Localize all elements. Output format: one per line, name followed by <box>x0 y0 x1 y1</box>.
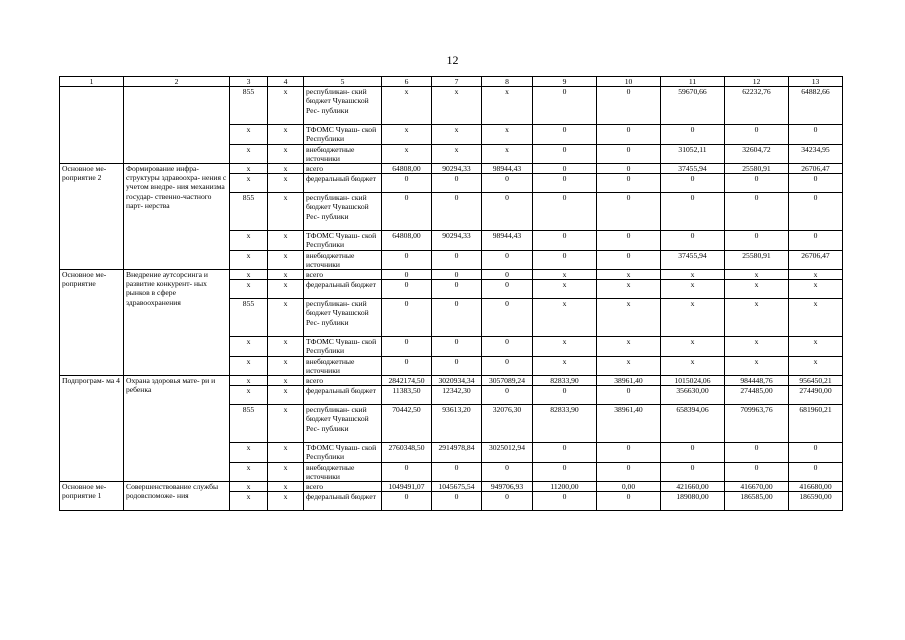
column-header: 3 <box>230 77 268 87</box>
value-cell: 0 <box>482 174 533 193</box>
source-cell: федеральный бюджет <box>304 386 382 405</box>
value-cell: 11200,00 <box>533 482 597 492</box>
column-header: 11 <box>661 77 725 87</box>
code-cell: х <box>268 405 304 443</box>
value-cell: х <box>382 87 432 125</box>
code-cell: х <box>230 280 268 299</box>
column-header: 7 <box>432 77 482 87</box>
code-cell: х <box>230 231 268 250</box>
column-header: 12 <box>725 77 789 87</box>
value-cell: 0 <box>533 125 597 144</box>
value-cell: х <box>661 280 725 299</box>
source-cell: ТФОМС Чуваш- ской Республики <box>304 231 382 250</box>
code-cell: х <box>268 270 304 280</box>
code-cell: х <box>230 250 268 269</box>
table-row <box>60 270 843 280</box>
value-cell: 0 <box>482 280 533 299</box>
value-cell: 0 <box>661 174 725 193</box>
table-row <box>60 87 843 125</box>
value-cell: 0 <box>789 443 843 462</box>
code-cell: х <box>268 231 304 250</box>
value-cell: х <box>789 356 843 375</box>
code-cell: х <box>268 193 304 231</box>
source-cell: ТФОМС Чуваш- ской Республики <box>304 125 382 144</box>
program-description-cell: Совершенствование службы родовспоможе- ния <box>124 482 230 511</box>
value-cell: 12342,30 <box>432 386 482 405</box>
value-cell: 0 <box>482 299 533 337</box>
value-cell: 0 <box>661 125 725 144</box>
value-cell: 0 <box>725 231 789 250</box>
value-cell: 0 <box>432 193 482 231</box>
value-cell: 37455,94 <box>661 164 725 174</box>
value-cell: 98944,43 <box>482 231 533 250</box>
code-cell: х <box>268 87 304 125</box>
value-cell: 0 <box>597 144 661 163</box>
value-cell: 0 <box>597 492 661 511</box>
table-header <box>60 77 843 87</box>
value-cell: х <box>789 270 843 280</box>
value-cell: 416670,00 <box>725 482 789 492</box>
value-cell: 0 <box>597 174 661 193</box>
value-cell: 34234,95 <box>789 144 843 163</box>
code-cell: х <box>268 443 304 462</box>
value-cell: 0 <box>533 174 597 193</box>
column-header: 2 <box>124 77 230 87</box>
code-cell: х <box>268 376 304 386</box>
value-cell: 0 <box>533 250 597 269</box>
value-cell: 0 <box>789 462 843 481</box>
code-cell: х <box>268 482 304 492</box>
value-cell: 658394,06 <box>661 405 725 443</box>
value-cell: 0 <box>482 492 533 511</box>
value-cell: 0 <box>482 270 533 280</box>
source-cell: внебюджетные источники <box>304 462 382 481</box>
column-header: 5 <box>304 77 382 87</box>
value-cell: 0 <box>382 299 432 337</box>
value-cell: х <box>382 125 432 144</box>
value-cell: х <box>597 337 661 356</box>
code-cell: х <box>268 250 304 269</box>
source-cell: всего <box>304 376 382 386</box>
value-cell: 90294,33 <box>432 231 482 250</box>
value-cell: 274490,00 <box>789 386 843 405</box>
value-cell: 0 <box>482 337 533 356</box>
value-cell: 11383,50 <box>382 386 432 405</box>
value-cell: 0 <box>533 193 597 231</box>
source-cell: республикан- ский бюджет Чувашской Рес- публики <box>304 87 382 125</box>
value-cell: 416680,00 <box>789 482 843 492</box>
source-cell: республикан- ский бюджет Чувашской Рес- публики <box>304 405 382 443</box>
column-header: 9 <box>533 77 597 87</box>
source-cell: внебюджетные источники <box>304 250 382 269</box>
value-cell: х <box>482 125 533 144</box>
value-cell: 0 <box>725 174 789 193</box>
value-cell: х <box>725 299 789 337</box>
value-cell: 0 <box>533 492 597 511</box>
value-cell: 0 <box>661 193 725 231</box>
value-cell: 0 <box>482 193 533 231</box>
program-name-cell: Подпрограм- ма 4 <box>60 376 124 482</box>
value-cell: 0 <box>382 492 432 511</box>
code-cell: х <box>268 164 304 174</box>
program-description-cell <box>124 87 230 164</box>
value-cell: 0 <box>432 174 482 193</box>
code-cell: х <box>230 125 268 144</box>
code-cell: х <box>268 492 304 511</box>
value-cell: 0 <box>597 164 661 174</box>
code-cell: х <box>230 462 268 481</box>
value-cell: 0 <box>432 337 482 356</box>
code-cell: х <box>268 125 304 144</box>
value-cell: х <box>533 270 597 280</box>
value-cell: 0 <box>432 280 482 299</box>
value-cell: 0 <box>725 443 789 462</box>
value-cell: 0,00 <box>597 482 661 492</box>
value-cell: 186590,00 <box>789 492 843 511</box>
value-cell: х <box>597 270 661 280</box>
table-body <box>60 87 843 511</box>
value-cell: 1015024,06 <box>661 376 725 386</box>
value-cell: х <box>597 280 661 299</box>
value-cell: х <box>661 356 725 375</box>
budget-table <box>59 76 843 511</box>
page-number: 12 <box>446 53 459 67</box>
value-cell: 2914978,84 <box>432 443 482 462</box>
source-cell: республикан- ский бюджет Чувашской Рес- публики <box>304 193 382 231</box>
value-cell: 0 <box>432 356 482 375</box>
column-header: 4 <box>268 77 304 87</box>
code-cell: 855 <box>230 299 268 337</box>
value-cell: 0 <box>432 250 482 269</box>
value-cell: 949706,93 <box>482 482 533 492</box>
value-cell: 0 <box>432 492 482 511</box>
source-cell: всего <box>304 164 382 174</box>
value-cell: 0 <box>789 231 843 250</box>
value-cell: 70442,50 <box>382 405 432 443</box>
value-cell: 189080,00 <box>661 492 725 511</box>
table-row <box>60 376 843 386</box>
value-cell: 0 <box>597 125 661 144</box>
value-cell: х <box>482 87 533 125</box>
code-cell: х <box>230 144 268 163</box>
code-cell: х <box>268 144 304 163</box>
value-cell: 186585,00 <box>725 492 789 511</box>
value-cell: 0 <box>432 270 482 280</box>
value-cell: 0 <box>661 443 725 462</box>
value-cell: 25580,91 <box>725 164 789 174</box>
code-cell: х <box>268 462 304 481</box>
column-header: 6 <box>382 77 432 87</box>
value-cell: 0 <box>597 462 661 481</box>
value-cell: 0 <box>382 462 432 481</box>
value-cell: 0 <box>382 356 432 375</box>
value-cell: х <box>725 356 789 375</box>
value-cell: 3020934,34 <box>432 376 482 386</box>
value-cell: 709963,76 <box>725 405 789 443</box>
value-cell: 0 <box>725 193 789 231</box>
source-cell: внебюджетные источники <box>304 144 382 163</box>
value-cell: 2842174,50 <box>382 376 432 386</box>
value-cell: 0 <box>432 462 482 481</box>
value-cell: 64808,00 <box>382 231 432 250</box>
value-cell: 0 <box>382 250 432 269</box>
value-cell: 0 <box>597 250 661 269</box>
value-cell: 0 <box>789 174 843 193</box>
value-cell: 0 <box>533 164 597 174</box>
program-description-cell: Формирование инфра- структуры здравоохра- нения с учетом внедре- ния механизма государ- ственно-частного парт- нерства <box>124 164 230 270</box>
value-cell: 0 <box>597 386 661 405</box>
value-cell: х <box>789 299 843 337</box>
value-cell: 3057089,24 <box>482 376 533 386</box>
value-cell: 64808,00 <box>382 164 432 174</box>
value-cell: х <box>432 144 482 163</box>
value-cell: 38961,40 <box>597 376 661 386</box>
value-cell: 3025012,94 <box>482 443 533 462</box>
value-cell: 1049491,07 <box>382 482 432 492</box>
value-cell: х <box>725 337 789 356</box>
code-cell: х <box>268 356 304 375</box>
value-cell: 0 <box>533 386 597 405</box>
value-cell: х <box>725 280 789 299</box>
program-name-cell <box>60 87 124 164</box>
value-cell: 0 <box>661 231 725 250</box>
value-cell: 0 <box>382 270 432 280</box>
value-cell: 59670,66 <box>661 87 725 125</box>
value-cell: 38961,40 <box>597 405 661 443</box>
value-cell: 0 <box>533 87 597 125</box>
program-name-cell: Основное ме- роприятие <box>60 270 124 376</box>
value-cell: х <box>533 299 597 337</box>
value-cell: 421660,00 <box>661 482 725 492</box>
value-cell: 0 <box>597 443 661 462</box>
value-cell: 98944,43 <box>482 164 533 174</box>
source-cell: внебюджетные источники <box>304 356 382 375</box>
code-cell: х <box>230 386 268 405</box>
value-cell: 956450,21 <box>789 376 843 386</box>
code-cell: х <box>230 174 268 193</box>
value-cell: 0 <box>725 125 789 144</box>
value-cell: 82833,90 <box>533 405 597 443</box>
value-cell: 32604,72 <box>725 144 789 163</box>
value-cell: 0 <box>533 462 597 481</box>
value-cell: 681960,21 <box>789 405 843 443</box>
source-cell: республикан- ский бюджет Чувашской Рес- публики <box>304 299 382 337</box>
code-cell: х <box>230 482 268 492</box>
value-cell: 0 <box>432 299 482 337</box>
value-cell: 0 <box>382 193 432 231</box>
value-cell: 64882,66 <box>789 87 843 125</box>
value-cell: 93613,20 <box>432 405 482 443</box>
value-cell: х <box>432 125 482 144</box>
source-cell: ТФОМС Чуваш- ской Республики <box>304 337 382 356</box>
value-cell: 25580,91 <box>725 250 789 269</box>
value-cell: х <box>482 144 533 163</box>
column-header: 13 <box>789 77 843 87</box>
code-cell: х <box>268 386 304 405</box>
value-cell: 32076,30 <box>482 405 533 443</box>
value-cell: х <box>661 299 725 337</box>
code-cell: 855 <box>230 193 268 231</box>
value-cell: х <box>533 356 597 375</box>
code-cell: х <box>268 174 304 193</box>
value-cell: 984448,76 <box>725 376 789 386</box>
value-cell: х <box>661 270 725 280</box>
value-cell: 0 <box>597 231 661 250</box>
value-cell: 0 <box>661 462 725 481</box>
value-cell: 90294,33 <box>432 164 482 174</box>
value-cell: 0 <box>482 386 533 405</box>
program-description-cell: Внедрение аутсорсинга и развитие конкурент- ных рынков в сфере здравоохранения <box>124 270 230 376</box>
column-header: 10 <box>597 77 661 87</box>
value-cell: 0 <box>789 125 843 144</box>
value-cell: 274485,00 <box>725 386 789 405</box>
value-cell: 0 <box>382 280 432 299</box>
value-cell: 0 <box>533 144 597 163</box>
column-header: 8 <box>482 77 533 87</box>
code-cell: х <box>230 356 268 375</box>
value-cell: 0 <box>597 193 661 231</box>
value-cell: 0 <box>482 356 533 375</box>
code-cell: х <box>230 270 268 280</box>
value-cell: х <box>789 337 843 356</box>
code-cell: х <box>268 299 304 337</box>
code-cell: х <box>230 376 268 386</box>
code-cell: х <box>230 337 268 356</box>
value-cell: 1045675,54 <box>432 482 482 492</box>
code-cell: х <box>230 443 268 462</box>
value-cell: 26706,47 <box>789 250 843 269</box>
value-cell: х <box>432 87 482 125</box>
code-cell: 855 <box>230 87 268 125</box>
code-cell: х <box>268 337 304 356</box>
value-cell: 0 <box>597 87 661 125</box>
value-cell: х <box>725 270 789 280</box>
program-name-cell: Основное ме- роприятие 2 <box>60 164 124 270</box>
value-cell: 0 <box>725 462 789 481</box>
code-cell: х <box>268 280 304 299</box>
value-cell: 0 <box>482 462 533 481</box>
source-cell: ТФОМС Чуваш- ской Республики <box>304 443 382 462</box>
source-cell: федеральный бюджет <box>304 492 382 511</box>
code-cell: х <box>230 164 268 174</box>
source-cell: федеральный бюджет <box>304 174 382 193</box>
source-cell: федеральный бюджет <box>304 280 382 299</box>
value-cell: 31052,11 <box>661 144 725 163</box>
source-cell: всего <box>304 270 382 280</box>
value-cell: 0 <box>482 250 533 269</box>
code-cell: х <box>230 492 268 511</box>
value-cell: 0 <box>533 443 597 462</box>
table-row <box>60 482 843 492</box>
value-cell: 0 <box>533 231 597 250</box>
value-cell: 2760348,50 <box>382 443 432 462</box>
value-cell: х <box>597 356 661 375</box>
value-cell: х <box>597 299 661 337</box>
value-cell: 356630,00 <box>661 386 725 405</box>
value-cell: 37455,94 <box>661 250 725 269</box>
column-header: 1 <box>60 77 124 87</box>
value-cell: 0 <box>382 337 432 356</box>
header-row <box>60 77 843 87</box>
program-name-cell: Основное ме- роприятие 1 <box>60 482 124 511</box>
value-cell: х <box>533 280 597 299</box>
value-cell: 0 <box>789 193 843 231</box>
value-cell: х <box>789 280 843 299</box>
table-row <box>60 164 843 174</box>
value-cell: 62232,76 <box>725 87 789 125</box>
code-cell: 855 <box>230 405 268 443</box>
program-description-cell: Охрана здоровья мате- ри и ребенка <box>124 376 230 482</box>
value-cell: х <box>382 144 432 163</box>
source-cell: всего <box>304 482 382 492</box>
value-cell: х <box>533 337 597 356</box>
value-cell: 26706,47 <box>789 164 843 174</box>
value-cell: х <box>661 337 725 356</box>
value-cell: 82833,90 <box>533 376 597 386</box>
value-cell: 0 <box>382 174 432 193</box>
